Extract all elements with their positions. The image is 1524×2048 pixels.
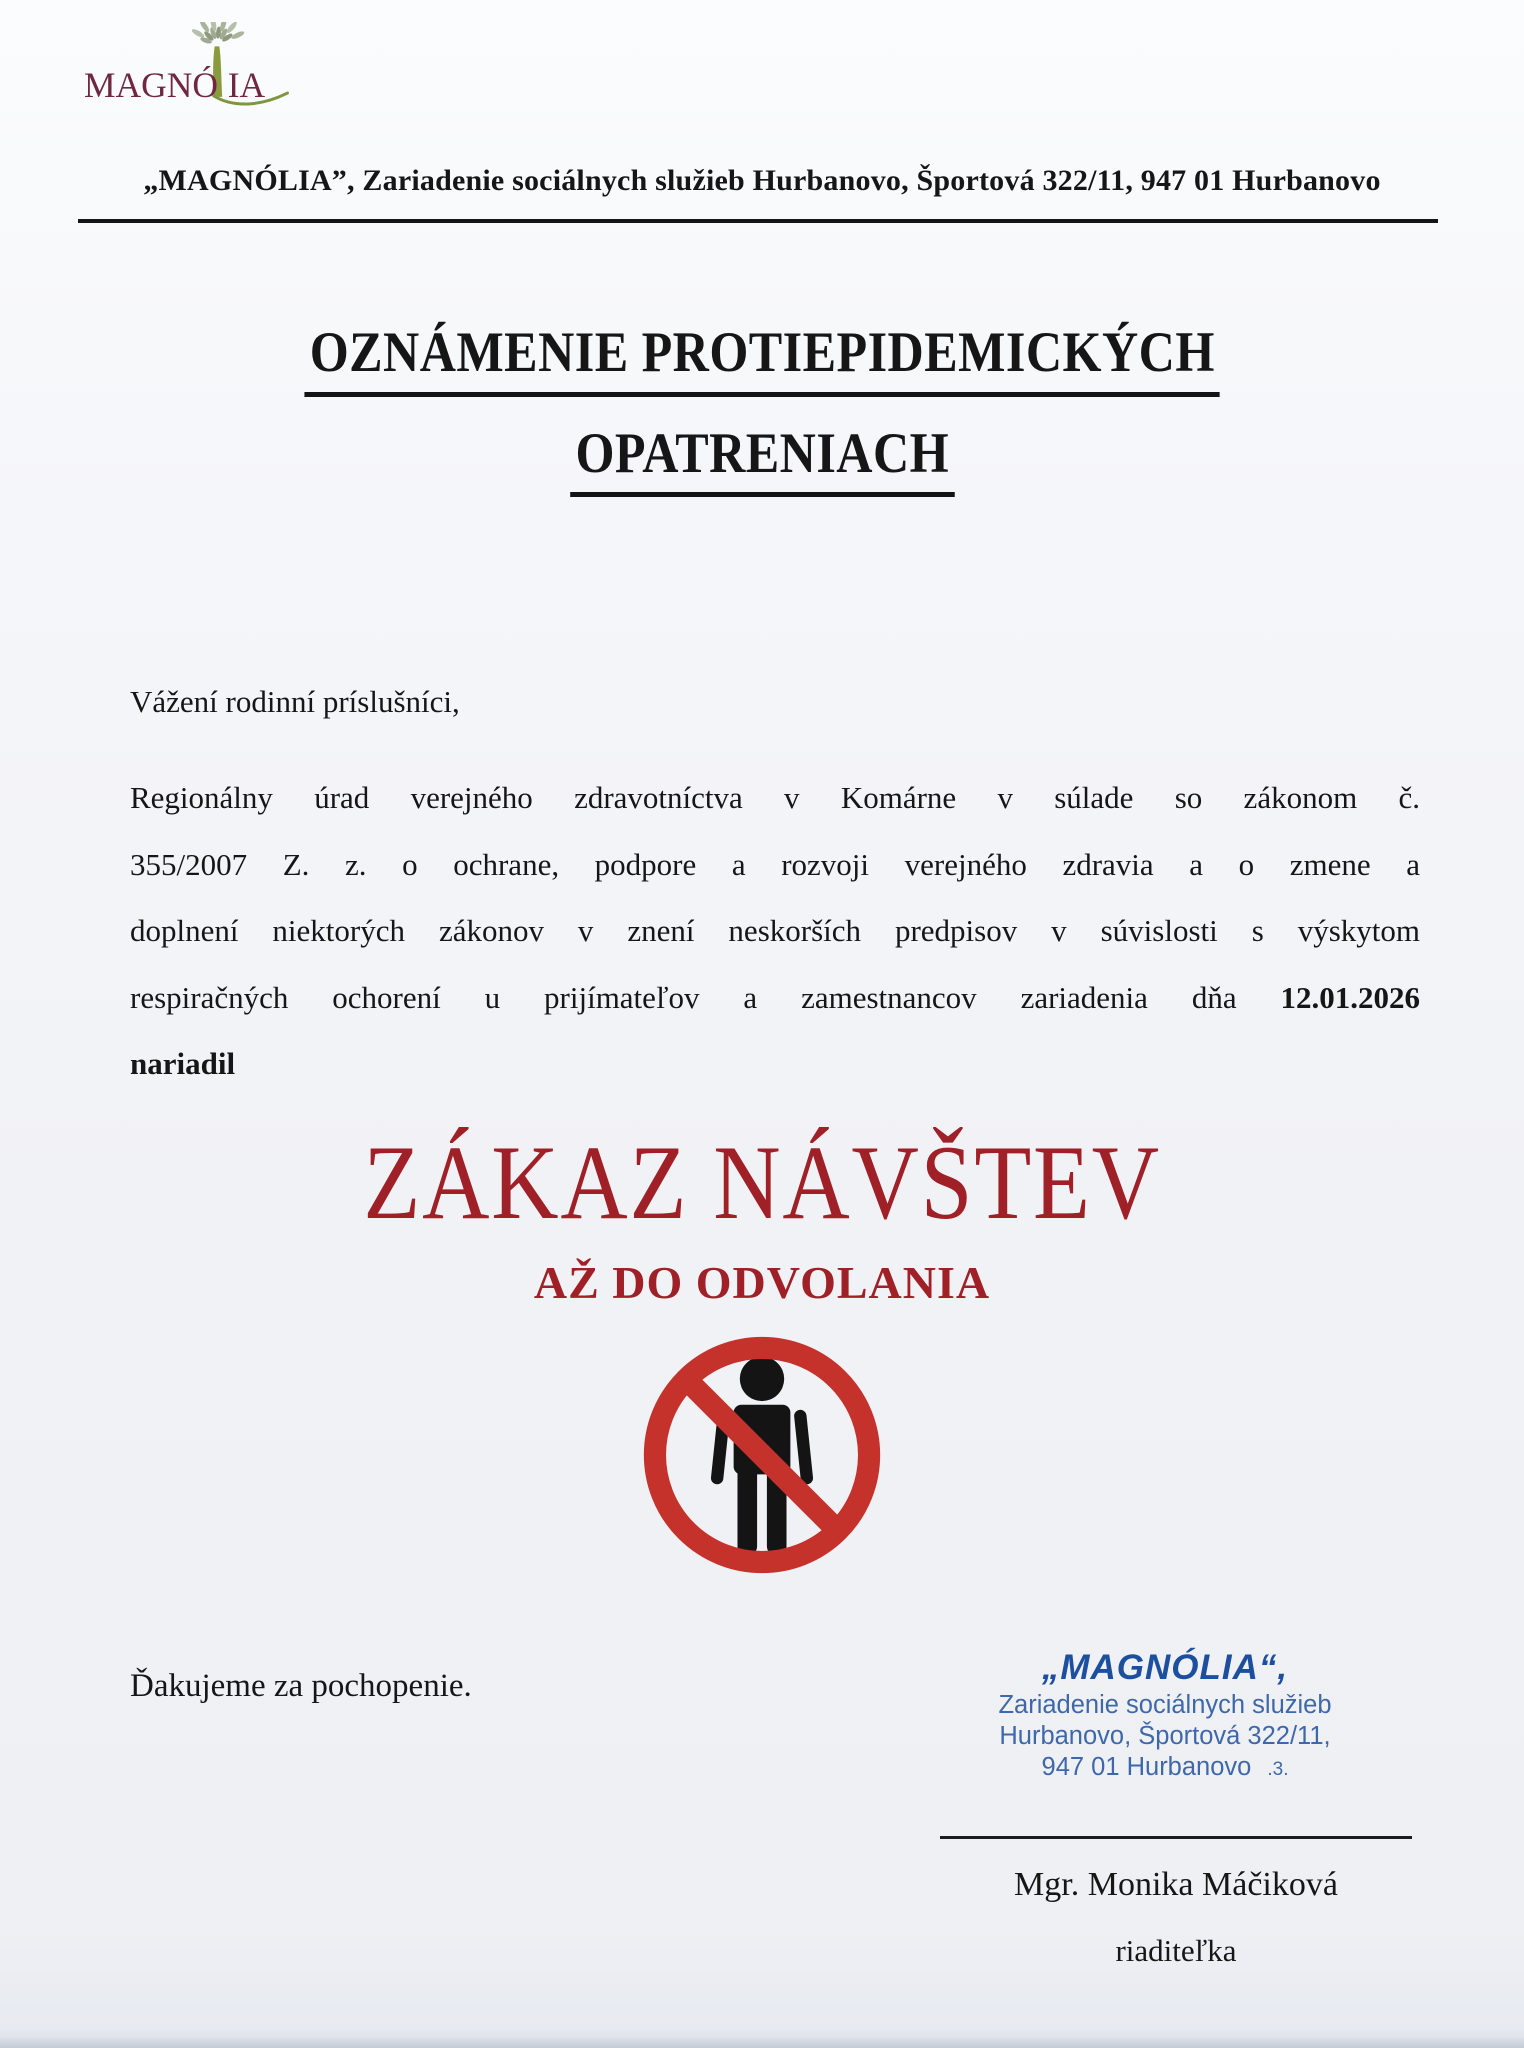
scan-bottom-edge <box>0 2037 1524 2048</box>
magnolia-tree-logo-graphic <box>84 22 294 111</box>
no-entry-person-graphic <box>633 1326 891 1584</box>
logo-text-end: IA <box>227 64 266 105</box>
org-stamp <box>905 1646 1425 1785</box>
stamp-address-zip: 947 01 Hurbanovo <box>1041 1753 1252 1781</box>
paragraph-line-4-text: respiračných ochorení u prijímateľov a zamestnancov zariadenia dňa <box>130 979 1281 1015</box>
main-paragraph <box>130 765 1420 1098</box>
director-name: Mgr. Monika Máčiková <box>1014 1866 1338 1903</box>
no-visitors-icon <box>633 1326 891 1584</box>
signature-block <box>940 1836 1412 1973</box>
stamp-org-name: „MAGNÓLIA“, <box>1041 1648 1289 1687</box>
title-line-2: OPATRENIACH <box>570 423 954 498</box>
director-role: riaditeľka <box>1115 1933 1237 1968</box>
paragraph-line-4 <box>130 965 1420 1032</box>
paragraph-line-3: doplnení niektorých zákonov v znení neskorších predpisov v súvislosti s výskytom <box>130 913 1420 948</box>
nariadil-word: nariadil <box>130 1046 236 1081</box>
ban-headline <box>0 1122 1524 1244</box>
stamp-date-mark: .3. <box>1267 1759 1289 1780</box>
header-divider <box>78 219 1438 223</box>
ban-subline: AŽ DO ODVOLANIA <box>533 1257 991 1308</box>
prohibition-stripe <box>687 1380 837 1530</box>
thanks-line: Ďakujeme za pochopenie. <box>130 1668 472 1704</box>
org-header-line: „MAGNÓLIA”, Zariadenie sociálnych služieb Hurbanovo, Športová 322/11, 947 01 Hurbanovo <box>143 164 1381 197</box>
paragraph-line-5 <box>130 1031 1420 1098</box>
paragraph-line-2: 355/2007 Z. z. o ochrane, podpore a rozvoji verejného zdravia a o zmene a <box>130 846 1420 882</box>
ban-headline-text: ZÁKAZ NÁVŠTEV <box>363 1124 1161 1241</box>
document-title <box>0 322 1524 523</box>
notice-date: 12.01.2026 <box>1280 979 1420 1015</box>
stamp-line-2: Zariadenie sociálnych služieb <box>998 1691 1332 1719</box>
magnolia-logo <box>84 22 294 112</box>
title-row-1 <box>0 322 1524 397</box>
signature-line <box>940 1836 1412 1839</box>
title-row-2 <box>0 423 1524 498</box>
tree-leaves-icon <box>191 22 245 45</box>
logo-text-start: MAGNÓ <box>84 64 218 105</box>
paragraph-line-1: Regionálny úrad verejného zdravotníctva v Komárne v súlade so zákonom č. <box>130 780 1420 815</box>
stamp-line-4 <box>905 1752 1425 1785</box>
title-line-1: OZNÁMENIE PROTIEPIDEMICKÝCH <box>304 322 1220 397</box>
salutation: Vážení rodinní príslušníci, <box>130 684 460 719</box>
stamp-line-3: Hurbanovo, Športová 322/11, <box>999 1722 1331 1750</box>
